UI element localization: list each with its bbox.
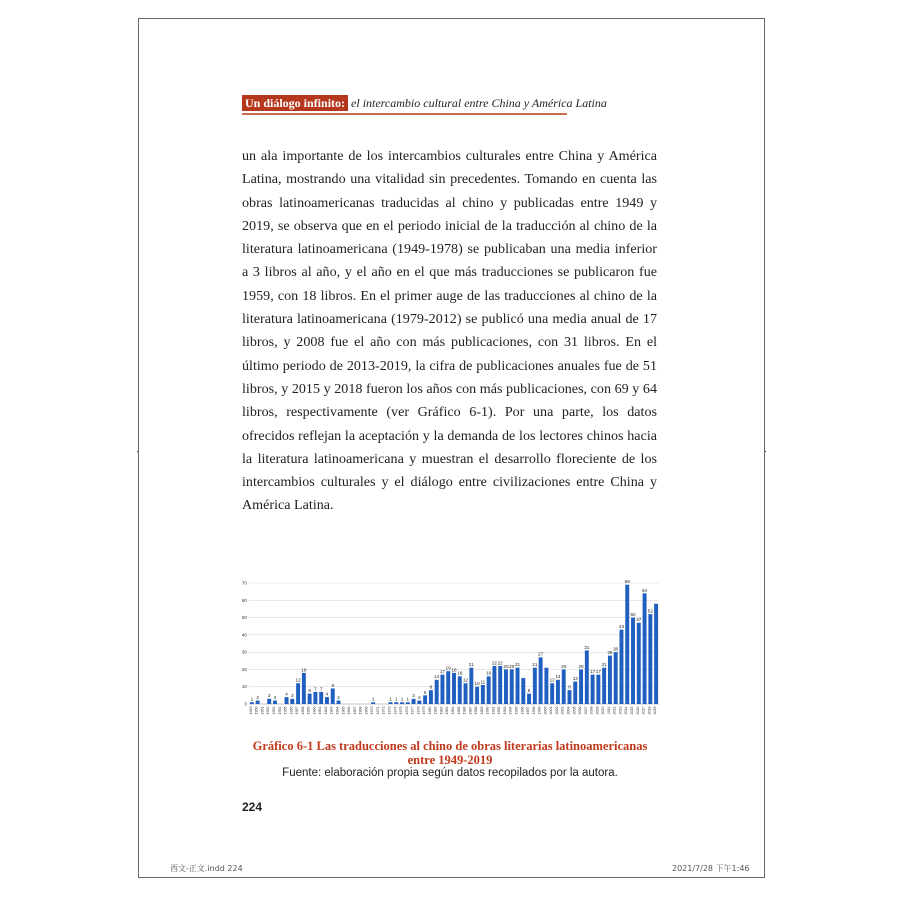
x-tick-label: 1960 xyxy=(312,706,317,715)
bar xyxy=(394,702,398,704)
bar xyxy=(504,669,508,704)
bar-value-label: 47 xyxy=(636,617,642,623)
bar-value-label: 3 xyxy=(267,693,271,699)
bar-value-label: 8 xyxy=(568,684,571,690)
bar-value-label: 12 xyxy=(462,677,469,683)
bar-value-label: 28 xyxy=(607,650,613,655)
x-tick-label: 1961 xyxy=(318,706,323,715)
bar xyxy=(435,680,439,704)
x-tick-label: 2014 xyxy=(624,706,629,715)
x-tick-label: 2002 xyxy=(554,706,559,715)
bar-value-label: 5 xyxy=(423,689,427,695)
y-tick-label: 10 xyxy=(241,684,247,690)
bar xyxy=(527,694,531,704)
bar-value-label: 13 xyxy=(572,675,578,681)
x-tick-label: 1991 xyxy=(491,706,496,715)
bar xyxy=(614,652,618,704)
running-head-rule xyxy=(242,113,567,115)
bar xyxy=(654,604,658,704)
x-tick-label: 1973 xyxy=(387,706,392,715)
bar xyxy=(429,690,433,704)
x-tick-label: 2006 xyxy=(578,706,583,715)
x-tick-label: 2009 xyxy=(595,706,600,715)
y-tick-label: 50 xyxy=(241,615,247,621)
x-tick-label: 2015 xyxy=(630,706,635,715)
bar xyxy=(267,699,271,704)
x-tick-label: 1974 xyxy=(393,706,398,715)
bar xyxy=(423,695,427,704)
x-tick-label: 2000 xyxy=(543,706,548,715)
bar-value-label: 20 xyxy=(509,663,515,669)
x-tick-label: 1957 xyxy=(295,706,300,715)
bar xyxy=(417,701,421,704)
bar-value-label: 27 xyxy=(538,651,544,657)
bar xyxy=(492,666,496,704)
file-slug: 西文-正文.indd 224 xyxy=(170,864,243,873)
bar xyxy=(510,669,514,704)
x-tick-label: 1970 xyxy=(370,706,375,715)
bar-value-label: 21 xyxy=(514,662,521,668)
x-tick-label: 1966 xyxy=(347,706,352,715)
bar-value-label: 4 xyxy=(325,691,329,697)
x-tick-label: 1992 xyxy=(497,706,502,715)
x-tick-label: 1954 xyxy=(277,706,282,715)
bar xyxy=(562,669,566,704)
x-tick-label: 1965 xyxy=(341,706,346,715)
bar-value-label: 17 xyxy=(439,669,446,675)
x-tick-label: 1984 xyxy=(451,706,455,715)
bar-value-label: 10 xyxy=(474,681,480,687)
bar-value-label: 9 xyxy=(331,682,335,688)
bar-value-label: 1 xyxy=(389,696,392,702)
x-tick-label: 1972 xyxy=(381,706,386,715)
running-head-book-title: Un diálogo infinito: xyxy=(242,95,348,111)
bar-value-label: 22 xyxy=(491,660,497,666)
x-tick-label: 1990 xyxy=(485,706,490,715)
bar xyxy=(452,673,456,704)
x-tick-label: 1959 xyxy=(306,706,311,715)
bar xyxy=(290,699,294,704)
bar-value-label: 14 xyxy=(555,674,561,680)
x-tick-label: 1998 xyxy=(531,706,536,715)
bar-value-label: 16 xyxy=(457,670,463,676)
x-tick-label: 1953 xyxy=(271,706,276,715)
x-tick-label: 1978 xyxy=(416,706,421,715)
x-tick-label: 1949 xyxy=(248,706,253,715)
x-tick-label: 1956 xyxy=(289,706,294,715)
bar-value-label: 17 xyxy=(595,669,601,675)
bar xyxy=(596,675,600,704)
y-tick-label: 0 xyxy=(244,701,247,707)
bar-value-label: 14 xyxy=(434,674,440,680)
bar-value-label: 8 xyxy=(429,684,433,690)
x-tick-label: 1995 xyxy=(514,706,519,715)
bar-chart xyxy=(240,574,662,722)
x-tick-label: 1982 xyxy=(439,706,444,715)
bar-value-label: 3 xyxy=(412,693,415,699)
bar xyxy=(643,593,647,704)
x-tick-label: 2004 xyxy=(566,706,571,715)
x-tick-label: 1997 xyxy=(526,706,531,715)
x-tick-label: 1994 xyxy=(508,706,513,715)
bar-value-label: 1 xyxy=(371,696,375,702)
bar-value-label: 7 xyxy=(314,686,317,692)
x-tick-label: 1958 xyxy=(300,706,305,715)
x-tick-label: 1963 xyxy=(329,706,334,715)
x-tick-label: 2008 xyxy=(589,706,594,715)
bar xyxy=(533,668,537,704)
x-tick-label: 1986 xyxy=(462,706,467,715)
x-tick-label: 1979 xyxy=(422,706,427,715)
bar xyxy=(475,687,479,704)
bar-value-label: 17 xyxy=(590,669,596,675)
bar xyxy=(331,688,335,704)
bar xyxy=(389,702,393,704)
bar xyxy=(516,668,520,704)
x-tick-label: 1980 xyxy=(427,706,432,715)
x-tick-label: 2001 xyxy=(549,706,554,715)
x-tick-label: 1975 xyxy=(399,706,404,715)
bar-value-label: 50 xyxy=(630,611,636,617)
bar xyxy=(256,701,260,704)
x-tick-label: 1955 xyxy=(283,706,288,715)
bar-value-label: 21 xyxy=(532,662,538,668)
bar-value-label: 30 xyxy=(613,646,619,652)
x-tick-label: 1969 xyxy=(364,706,369,715)
x-tick-label: 2003 xyxy=(560,706,565,715)
running-head-subtitle: el intercambio cultural entre China y América Latina xyxy=(351,96,607,110)
x-tick-label: 2012 xyxy=(612,706,617,715)
x-tick-label: 2018 xyxy=(647,706,652,715)
bar xyxy=(625,585,629,704)
x-tick-label: 1989 xyxy=(479,706,484,715)
bar xyxy=(579,669,583,704)
bar-value-label: 12 xyxy=(549,677,555,683)
figure-caption-source: Fuente: elaboración propia según datos recopilados por la autora. xyxy=(282,767,618,779)
bar xyxy=(620,630,624,704)
x-tick-label: 1962 xyxy=(323,706,328,715)
x-tick-label: 2007 xyxy=(583,706,588,715)
bar xyxy=(608,656,612,704)
bar xyxy=(539,657,543,704)
bar-value-label: 1 xyxy=(406,696,410,702)
bar xyxy=(602,668,606,704)
bar-value-label: 69 xyxy=(624,579,630,585)
bar xyxy=(556,680,560,704)
body-paragraph: un ala importante de los intercambios culturales entre China y América Latina, mostrando una vitalidad sin precedentes. Tomando en cuenta las obras latinoamericanas traducidas al chino y publicadas entre 1949 y 2019, se observa que en el periodo inicial de la traducción al chino de la literatura latinoamericana (1949-1978) se publicaban una media inferior a 3 libros al año, y el año en el que más traducciones se publicaron fue 1959, con 18 libros. En el primer auge de las traducciones al chino de la literatura latinoamericana (1979-2012) se publicó una media anual de 17 libros, y 2008 fue el año con más publicaciones, con 31 libros. En el último periodo de 2013-2019, la cifra de publicaciones anuales fue de 51 libros, y 2015 y 2018 fueron los años con más publicaciones, con 69 y 64 libros, respectivamente (ver Gráfico 6-1). Por una parte, los datos ofrecidos reflejan la aceptación y la demanda de los lectores chinos hacia la literatura latinoamericana y muestran el desarrollo floreciente de los intercambios culturales y el diálogo entre civilizaciones entre China y América Latina. xyxy=(242,148,657,514)
bar xyxy=(308,694,312,704)
bar-value-label: 1 xyxy=(394,696,398,702)
bar-value-label: 7 xyxy=(319,686,323,692)
y-tick-label: 70 xyxy=(241,580,247,586)
x-tick-label: 1977 xyxy=(410,706,415,715)
bar xyxy=(296,683,300,704)
y-tick-label: 60 xyxy=(241,597,247,603)
x-tick-label: 1952 xyxy=(266,706,271,715)
bar-value-label: 2 xyxy=(337,694,340,700)
bar-value-label: 19 xyxy=(445,665,451,671)
x-tick-label: 1951 xyxy=(260,706,265,715)
x-tick-label: 1983 xyxy=(445,706,450,715)
bar xyxy=(521,678,525,704)
bar-value-label: 21 xyxy=(468,662,474,668)
bar-value-label: 64 xyxy=(642,587,648,593)
bar xyxy=(487,676,491,704)
x-tick-label: 2017 xyxy=(641,706,646,715)
running-head xyxy=(242,96,607,113)
bar xyxy=(637,623,641,704)
date-slug: 2021/7/28 下午1:46 xyxy=(672,864,750,873)
bar xyxy=(631,618,635,704)
x-tick-label: 2010 xyxy=(601,706,606,715)
bar-value-label: 52 xyxy=(647,608,653,614)
bar xyxy=(371,702,375,704)
x-tick-label: 1964 xyxy=(335,706,340,715)
bar xyxy=(544,668,548,704)
bar xyxy=(585,650,589,704)
x-tick-label: 2011 xyxy=(606,706,611,715)
bar xyxy=(406,702,410,704)
x-tick-label: 1981 xyxy=(433,706,438,715)
bar-value-label: 6 xyxy=(527,688,531,694)
x-tick-label: 1993 xyxy=(502,706,507,715)
bar xyxy=(568,690,572,704)
y-tick-label: 30 xyxy=(241,649,247,655)
x-tick-label: 1999 xyxy=(537,706,542,715)
bar xyxy=(412,699,416,704)
x-tick-label: 1971 xyxy=(375,706,380,715)
x-tick-label: 2013 xyxy=(618,706,623,715)
bar xyxy=(591,675,595,704)
bar-value-label: 31 xyxy=(584,644,590,650)
x-tick-label: 1985 xyxy=(456,706,461,715)
bar-value-label: 43 xyxy=(618,624,625,630)
bar-value-label: 16 xyxy=(486,670,492,676)
x-tick-label: 1996 xyxy=(520,706,525,715)
bar xyxy=(446,671,450,704)
bar xyxy=(285,697,289,704)
bar xyxy=(273,701,277,704)
bar xyxy=(469,668,473,704)
bar-value-label: 4 xyxy=(285,691,288,697)
x-tick-label: 2005 xyxy=(572,706,577,715)
x-tick-label: 1968 xyxy=(358,706,363,715)
y-tick-label: 40 xyxy=(241,632,247,638)
bar-value-label: 12 xyxy=(295,677,301,683)
bar-value-label: 3 xyxy=(291,693,294,699)
bar xyxy=(440,675,444,704)
bar xyxy=(302,673,306,704)
bar xyxy=(550,683,554,704)
x-tick-label: 2019 xyxy=(653,706,658,715)
bar xyxy=(313,692,317,704)
x-tick-label: 1987 xyxy=(468,706,473,715)
bar xyxy=(573,682,577,704)
bar xyxy=(400,702,404,704)
bar-value-label: 18 xyxy=(301,667,307,673)
x-tick-label: 2016 xyxy=(635,706,640,715)
bar xyxy=(458,676,462,704)
bar xyxy=(464,683,468,704)
bar-value-label: 20 xyxy=(561,663,567,669)
bar-value-label: 20 xyxy=(503,663,509,669)
x-tick-label: 1988 xyxy=(474,706,479,715)
figure-caption-title: Gráfico 6-1 Las traducciones al chino de obras literarias latinoamericanas entre 1949-2019 xyxy=(252,739,648,767)
x-tick-label: 1976 xyxy=(404,706,409,715)
bar xyxy=(481,685,485,704)
bar-value-label: 6 xyxy=(308,688,311,694)
page-number: 224 xyxy=(242,800,263,814)
y-tick-label: 20 xyxy=(241,666,247,672)
bar-value-label: 21 xyxy=(601,662,607,668)
bar-value-label: 11 xyxy=(480,679,486,685)
bar-value-label: 1 xyxy=(250,696,254,702)
bar-value-label: 18 xyxy=(451,667,457,673)
bar-value-label: 2 xyxy=(418,694,421,700)
bar-value-label: 20 xyxy=(578,663,584,669)
bar xyxy=(337,701,341,704)
x-tick-label: 1950 xyxy=(254,706,259,715)
bar-value-label: 2 xyxy=(273,694,277,700)
bar-value-label: 22 xyxy=(497,660,503,666)
bar-value-label: 2 xyxy=(256,694,259,700)
bar xyxy=(319,692,323,704)
bar xyxy=(498,666,502,704)
bar-value-label: 1 xyxy=(400,696,404,702)
x-tick-label: 1967 xyxy=(352,706,357,715)
bar xyxy=(250,702,254,704)
bar xyxy=(325,697,329,704)
bar xyxy=(648,614,652,704)
